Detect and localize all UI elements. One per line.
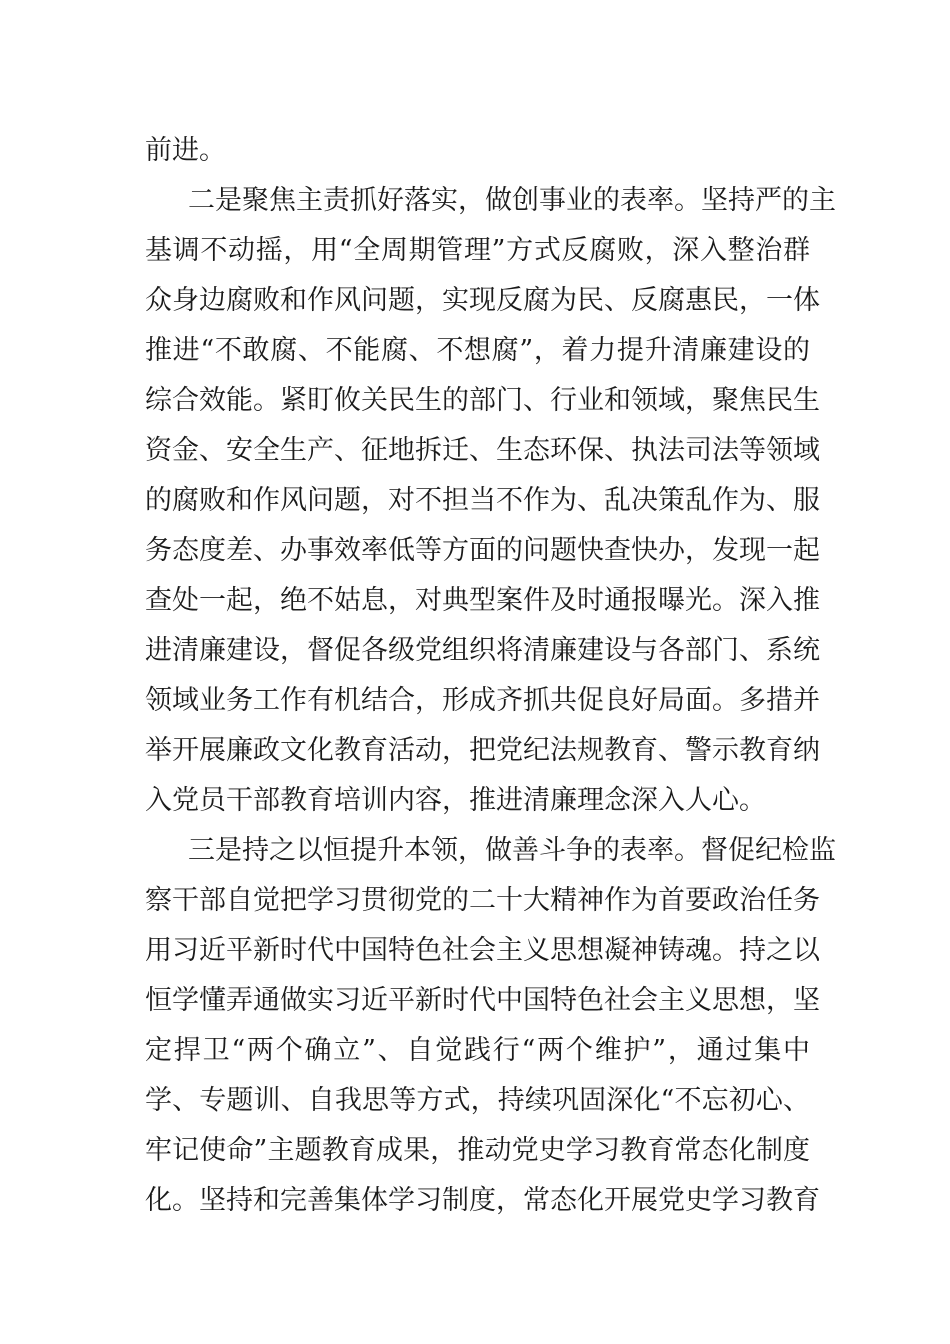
text-line: 二是聚焦主责抓好落实，做创事业的表率。坚持严的主 — [188, 185, 836, 216]
text-line: 综合效能。紧盯攸关民生的部门、行业和领域，聚焦民生 — [145, 385, 820, 416]
text-line: 定捍卫“两个确立”、自觉践行“两个维护”，通过集中 — [145, 1035, 810, 1066]
text-line: 推进“不敢腐、不能腐、不想腐”，着力提升清廉建设的 — [145, 335, 810, 366]
text-line: 查处一起，绝不姑息，对典型案件及时通报曝光。深入推 — [145, 585, 820, 616]
text-line: 领域业务工作有机结合，形成齐抓共促良好局面。多措并 — [145, 685, 820, 716]
text-line: 察干部自觉把学习贯彻党的二十大精神作为首要政治任务 — [145, 885, 820, 916]
text-line: 牢记使命”主题教育成果，推动党史学习教育常态化制度 — [145, 1135, 810, 1166]
text-line: 资金、安全生产、征地拆迁、生态环保、执法司法等领域 — [145, 435, 820, 466]
text-line: 进清廉建设，督促各级党组织将清廉建设与各部门、系统 — [145, 635, 820, 666]
text-line: 众身边腐败和作风问题，实现反腐为民、反腐惠民，一体 — [145, 285, 820, 316]
text-line: 基调不动摇，用“全周期管理”方式反腐败，深入整治群 — [145, 235, 810, 266]
text-line: 三是持之以恒提升本领，做善斗争的表率。督促纪检监 — [188, 835, 836, 866]
text-line: 举开展廉政文化教育活动，把党纪法规教育、警示教育纳 — [145, 735, 820, 766]
text-line: 恒学懂弄通做实习近平新时代中国特色社会主义思想，坚 — [145, 985, 820, 1016]
text-line: 务态度差、办事效率低等方面的问题快查快办，发现一起 — [145, 535, 820, 566]
text-line: 的腐败和作风问题，对不担当不作为、乱决策乱作为、服 — [145, 485, 820, 516]
text-line: 化。坚持和完善集体学习制度，常态化开展党史学习教育 — [145, 1185, 820, 1216]
text-line: 学、专题训、自我思等方式，持续巩固深化“不忘初心、 — [145, 1085, 810, 1116]
text-line: 入党员干部教育培训内容，推进清廉理念深入人心。 — [145, 785, 766, 816]
text-line: 前进。 — [145, 135, 226, 166]
text-line: 用习近平新时代中国特色社会主义思想凝神铸魂。持之以 — [145, 935, 820, 966]
